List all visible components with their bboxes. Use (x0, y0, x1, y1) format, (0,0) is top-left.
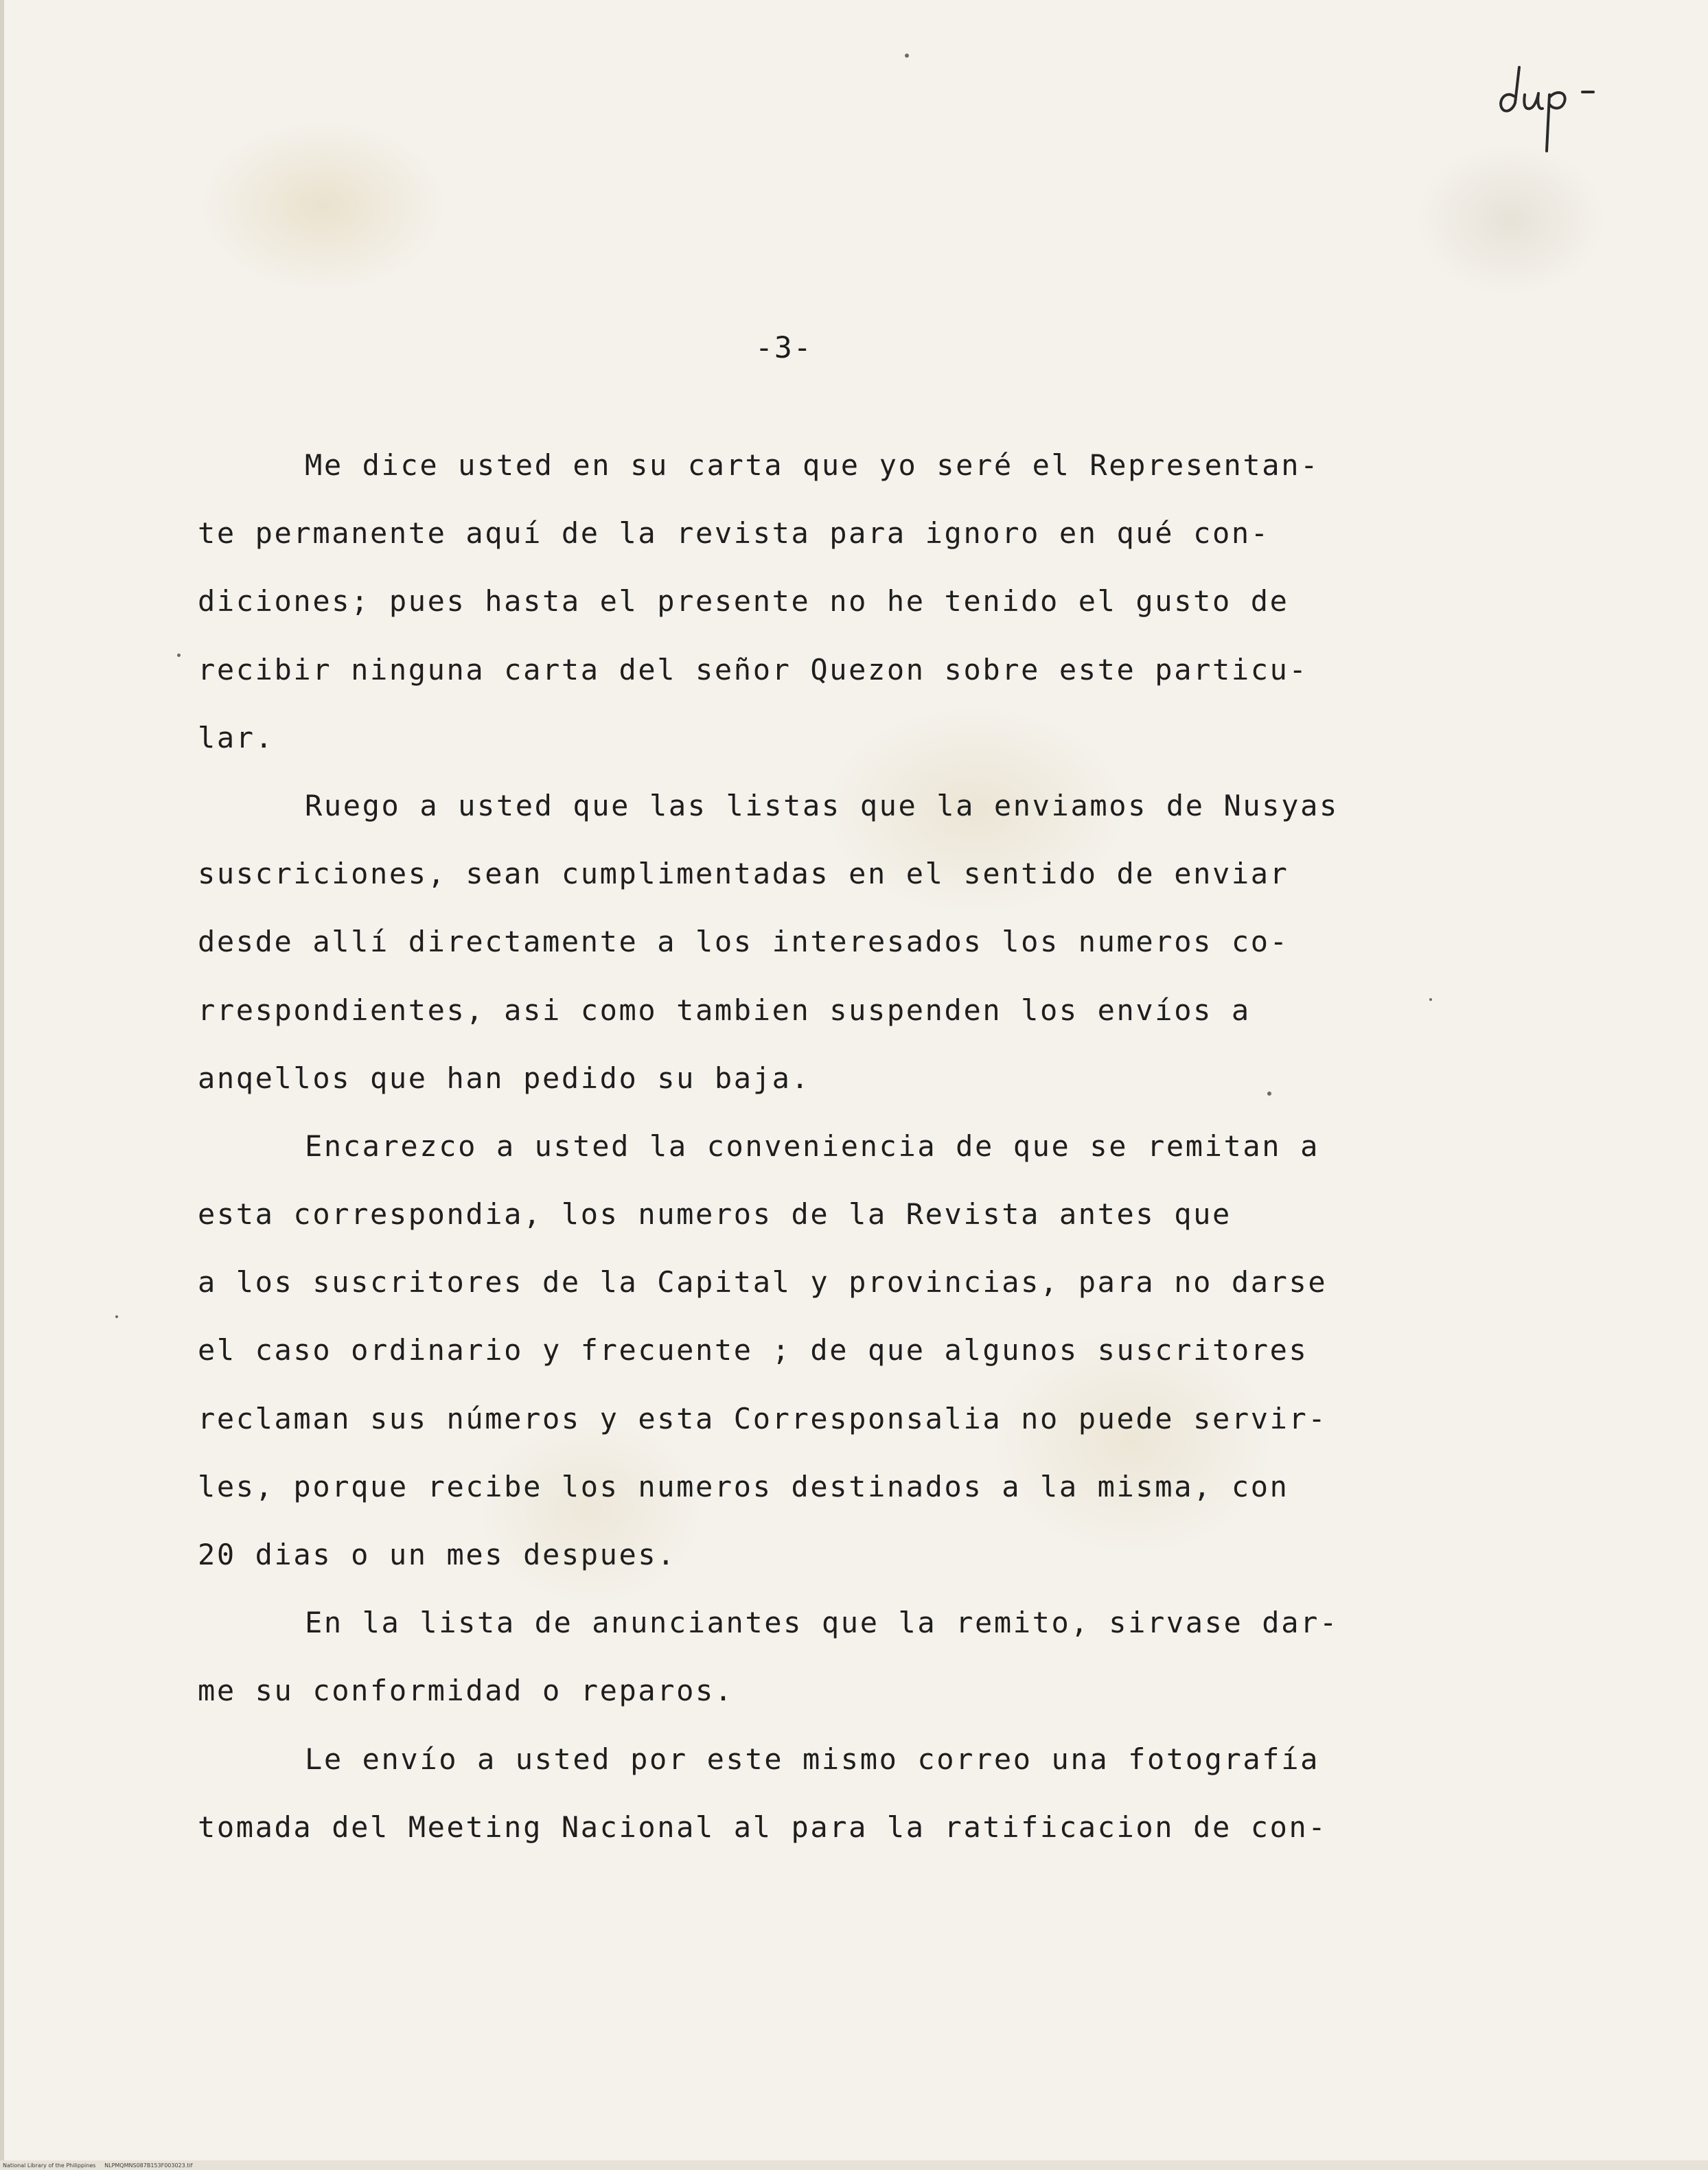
page-edge-left (0, 0, 4, 2170)
text-line: Ruego a usted que las listas que la enviamos de Nusyas (305, 788, 1339, 822)
ink-speck (905, 54, 909, 58)
text-line: suscriciones, sean cumplimentadas en el sentido de enviar (198, 857, 1289, 891)
text-line: te permanente aquí de la revista para ignoro en qué con- (198, 516, 1270, 551)
text-line: recibir ninguna carta del señor Quezon sobre este particu- (198, 652, 1308, 686)
text-line: lar. (198, 720, 275, 754)
text-line: les, porque recibe los numeros destinados a la misma, con (198, 1469, 1289, 1503)
handwritten-note-dup (1493, 55, 1603, 158)
text-line: rrespondientes, asi como tambien suspenden los envíos a (198, 993, 1251, 1027)
ink-speck (177, 654, 181, 657)
text-line: Le envío a usted por este mismo correo una fotografía (305, 1742, 1319, 1776)
ink-speck (1429, 998, 1432, 1001)
letter-body (198, 431, 1502, 1861)
page-number: -3- (755, 331, 813, 365)
ink-speck (1267, 1092, 1271, 1096)
text-line: el caso ordinario y frecuente ; de que algunos suscritores (198, 1333, 1308, 1367)
text-line: diciones; pues hasta el presente no he tenido el gusto de (198, 584, 1289, 619)
footer-label: National Library of the Philippines (3, 2162, 96, 2169)
text-line: esta correspondia, los numeros de la Revista antes que (198, 1197, 1232, 1232)
text-line: tomada del Meeting Nacional al para la ratificacion de con- (198, 1810, 1328, 1844)
ink-speck (115, 1315, 118, 1318)
text-line: anqellos que han pedido su baja. (198, 1061, 811, 1095)
text-line: desde allí directamente a los interesados los numeros co- (198, 925, 1289, 959)
text-line: Encarezco a usted la conveniencia de que se remitan a (305, 1129, 1319, 1163)
text-line: reclaman sus números y esta Corresponsalia no puede servir- (198, 1401, 1328, 1435)
page-edge-bottom (0, 2160, 1708, 2170)
text-line: a los suscritores de la Capital y provincias, para no darse (198, 1265, 1328, 1300)
text-line: 20 dias o un mes despues. (198, 1538, 677, 1571)
text-line: me su conformidad o reparos. (198, 1674, 734, 1708)
text-line: Me dice usted en su carta que yo seré el Representan- (305, 448, 1319, 482)
footer-id: NLPMQMNS087B153F003023.tif (104, 2162, 193, 2169)
scan-footer (3, 2162, 192, 2169)
text-line: En la lista de anunciantes que la remito, sirvase dar- (305, 1606, 1339, 1640)
